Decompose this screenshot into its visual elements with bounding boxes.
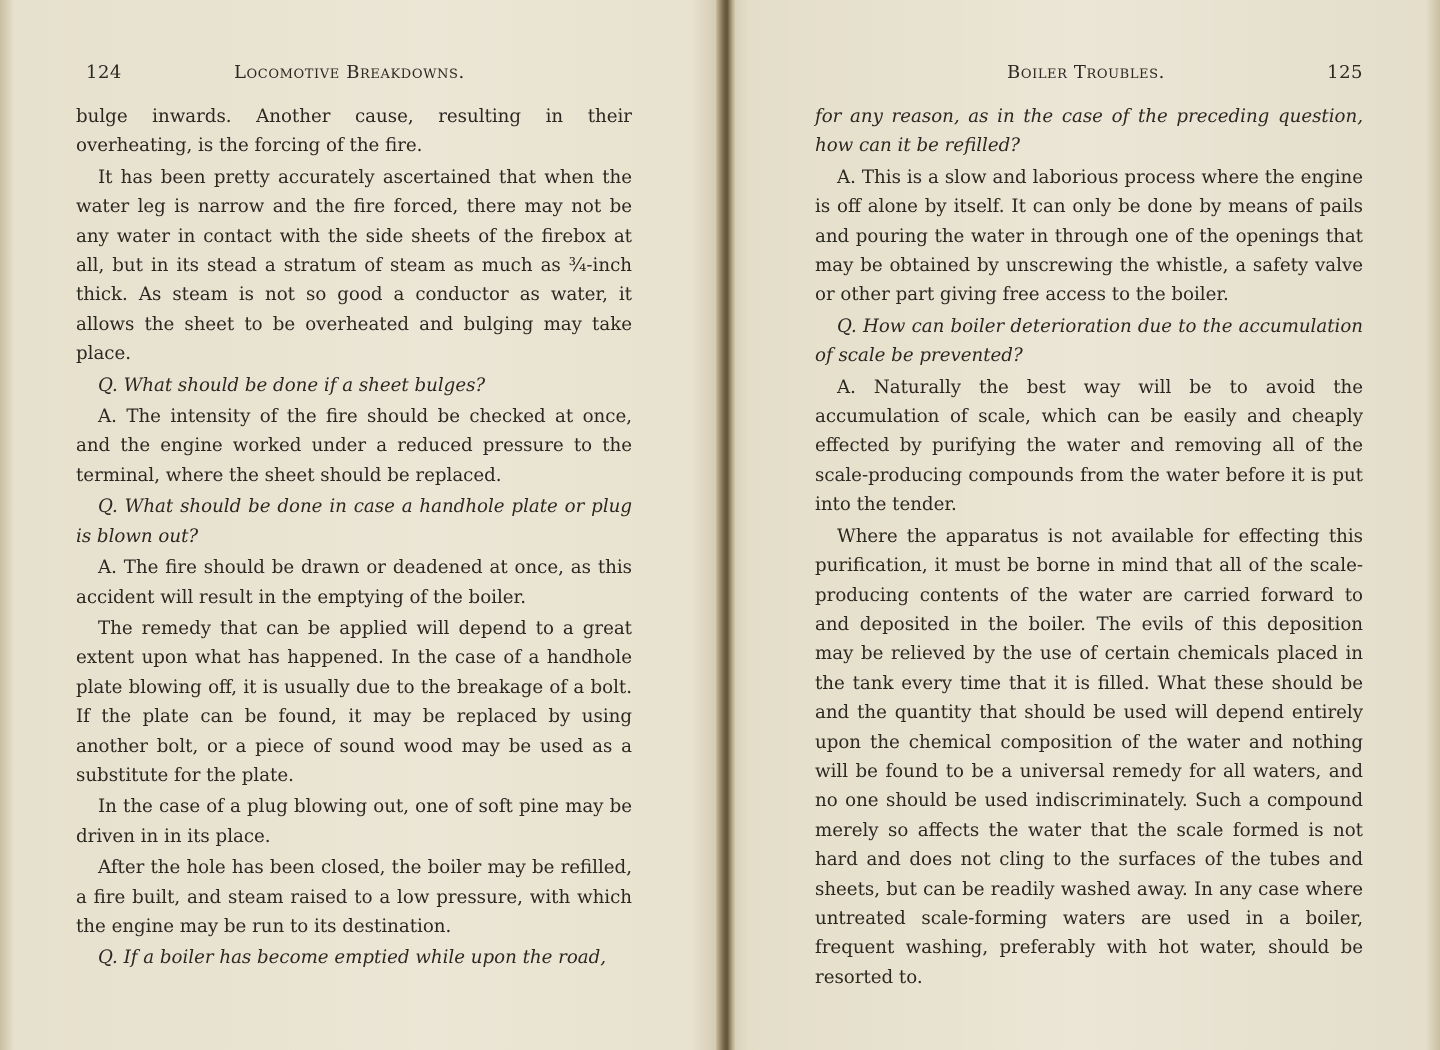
- answer: A. This is a slow and laborious process where the engine is off alone by itself. It can only be done by means of pails and pouring the water in through one of the openings that may be obtained by unscrewing the whistle, a safety valve or other part giving free access to the boiler.: [815, 166, 1363, 306]
- paragraph: bulge inwards. Another cause, resulting in their overheating, is the forcing of the fire.: [76, 106, 632, 157]
- right-page-header: [815, 58, 1363, 88]
- question: Q. What should be done if a sheet bulges?: [98, 374, 486, 396]
- question: Q. If a boiler has become emptied while upon the road,: [98, 947, 607, 969]
- left-running-title: Locomotive Breakdowns.: [234, 62, 465, 83]
- answer: A. The fire should be drawn or deadened at once, as this accident will result in the emptying of the boiler.: [76, 557, 632, 608]
- paragraph: Where the apparatus is not available for effecting this purification, it must be borne in mind that all of the scale-producing contents of the water are carried forward to and deposited in the boiler. The evils of this deposition may be relieved by the use of certain chemicals placed in the tank every time that it is filled. What these should be and the quantity that should be used will depend entirely upon the chemical composition of the water and nothing will be found to be a universal remedy for all waters, and no one should be used indiscriminately. Such a compound merely so affects the water that the scale formed is not hard and does not cling to the surfaces of the tubes and sheets, but can be readily washed away. In any case where untreated scale-forming waters are used in a boiler, frequent washing, preferably with hot water, should be resorted to.: [815, 525, 1363, 988]
- right-running-title: Boiler Troubles.: [1007, 62, 1165, 83]
- right-page: [815, 58, 1363, 994]
- page-edge-shadow-left: [0, 0, 14, 1050]
- left-page-body: [76, 102, 632, 973]
- paragraph: It has been pretty accurately ascertained that when the water leg is narrow and the fire forced, there may not be any water in contact with the side sheets of the firebox at all, but in its stead a stratum of steam as much as ¾-inch thick. As steam is not so good a conductor as water, it allows the sheet to be overheated and bulging may take place.: [76, 166, 632, 365]
- answer: A. Naturally the best way will be to avoid the accumulation of scale, which can be easily and cheaply effected by purifying the water and removing all of the scale-producing compounds from the water before it is put into the tender.: [815, 376, 1363, 516]
- paragraph: The remedy that can be applied will depend to a great extent upon what has happened. In the case of a handhole plate blowing off, it is usually due to the breakage of a bolt. If the plate can be found, it may be replaced by using another bolt, or a piece of sound wood may be used as a substitute for the plate.: [76, 617, 632, 786]
- left-page-header: [76, 58, 632, 88]
- left-page-number: 124: [86, 62, 122, 83]
- paragraph: In the case of a plug blowing out, one of soft pine may be driven in in its place.: [76, 796, 632, 847]
- paragraph: After the hole has been closed, the boiler may be refilled, a fire built, and steam raised to a low pressure, with which the engine may be run to its destination.: [76, 857, 632, 937]
- page-edge-shadow-right: [1426, 0, 1440, 1050]
- book-gutter: [716, 0, 736, 1050]
- question-continuation: for any reason, as in the case of the preceding question, how can it be refilled?: [815, 106, 1363, 157]
- left-page: [76, 58, 632, 975]
- right-page-body: [815, 102, 1363, 992]
- question: Q. How can boiler deterioration due to the accumulation of scale be prevented?: [815, 315, 1363, 367]
- right-page-number: 125: [1327, 62, 1363, 83]
- answer: A. The intensity of the fire should be checked at once, and the engine worked under a reduced pressure to the terminal, where the sheet should be replaced.: [76, 406, 632, 486]
- question: Q. What should be done in case a handhole plate or plug is blown out?: [76, 496, 632, 547]
